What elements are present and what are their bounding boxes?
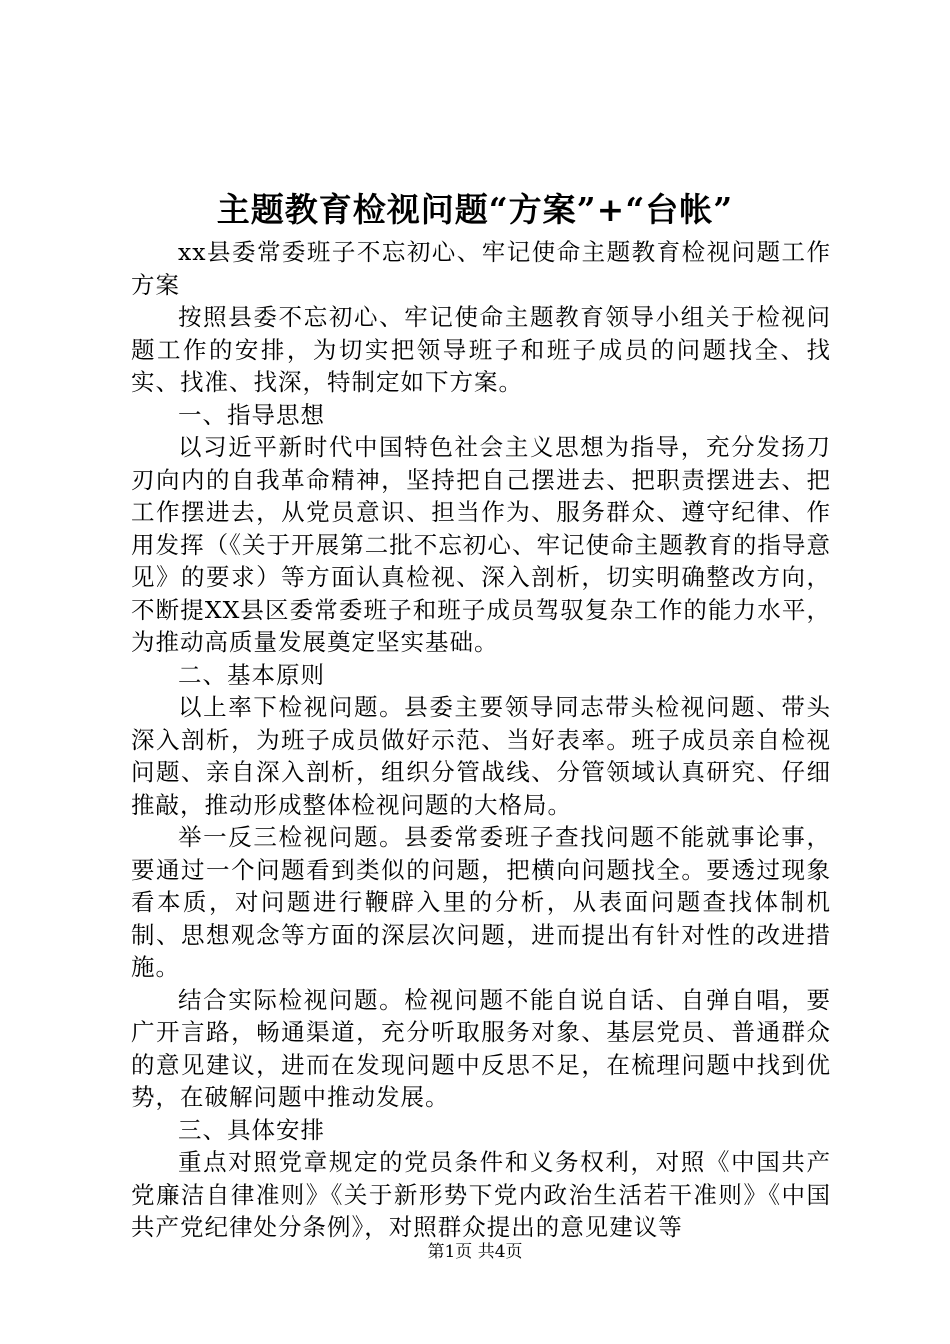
page-number-footer: 第1页 共4页 bbox=[427, 1242, 523, 1262]
guiding-thought-paragraph: 以习近平新时代中国特色社会主义思想为指导，充分发扬刀刃向内的自我革命精神，坚持把自己摆进去、把职责摆进去、把工作摆进去，从党员意识、担当作为、服务群众、遵守纪律、作用发挥（《关于开展第二批不忘初心、牢记使命主题教育的指导意见》的要求）等方面认真检视、深入剖析，切实明确整改方向，不断提XX县区委常委班子和班子成员驾驭复杂工作的能力水平，为推动高质量发展奠定坚实基础。 bbox=[131, 433, 831, 656]
intro-paragraph: 按照县委不忘初心、牢记使命主题教育领导小组关于检视问题工作的安排，为切实把领导班子和班子成员的问题找全、找实、找准、找深，特制定如下方案。 bbox=[131, 303, 831, 396]
arrangements-paragraph: 重点对照党章规定的党员条件和义务权利，对照《中国共产党廉洁自律准则》《关于新形势下党内政治生活若干准则》《中国共产党纪律处分条例》，对照群众提出的意见建议等 bbox=[131, 1148, 831, 1241]
intro-paragraph-plan-title: xx县委常委班子不忘初心、牢记使命主题教育检视问题工作方案 bbox=[131, 238, 831, 299]
document-title: 主题教育检视问题“方案”+“台帐” bbox=[216, 190, 734, 229]
document-body bbox=[131, 236, 831, 1244]
principle-paragraph-lead-by-example: 以上率下检视问题。县委主要领导同志带头检视问题、带头深入剖析，为班子成员做好示范、当好表率。班子成员亲自检视问题、亲自深入剖析，组织分管战线、分管领域认真研究、仔细推敲，推动形成整体检视问题的大格局。 bbox=[131, 693, 831, 819]
principle-paragraph-draw-inferences: 举一反三检视问题。县委常委班子查找问题不能就事论事，要通过一个问题看到类似的问题，把横向问题找全。要透过现象看本质，对问题进行鞭辟入里的分析，从表面问题查找体制机制、思想观念等方面的深层次问题，进而提出有针对性的改进措施。 bbox=[131, 823, 831, 981]
section-heading-guiding-thought: 一、指导思想 bbox=[178, 400, 325, 429]
section-heading-basic-principles: 二、基本原则 bbox=[178, 660, 325, 689]
principle-paragraph-combine-reality: 结合实际检视问题。检视问题不能自说自话、自弹自唱，要广开言路，畅通渠道，充分听取服务对象、基层党员、普通群众的意见建议，进而在发现问题中反思不足，在梳理问题中找到优势，在破解问题中推动发展。 bbox=[131, 985, 831, 1111]
section-heading-specific-arrangements: 三、具体安排 bbox=[178, 1115, 325, 1144]
